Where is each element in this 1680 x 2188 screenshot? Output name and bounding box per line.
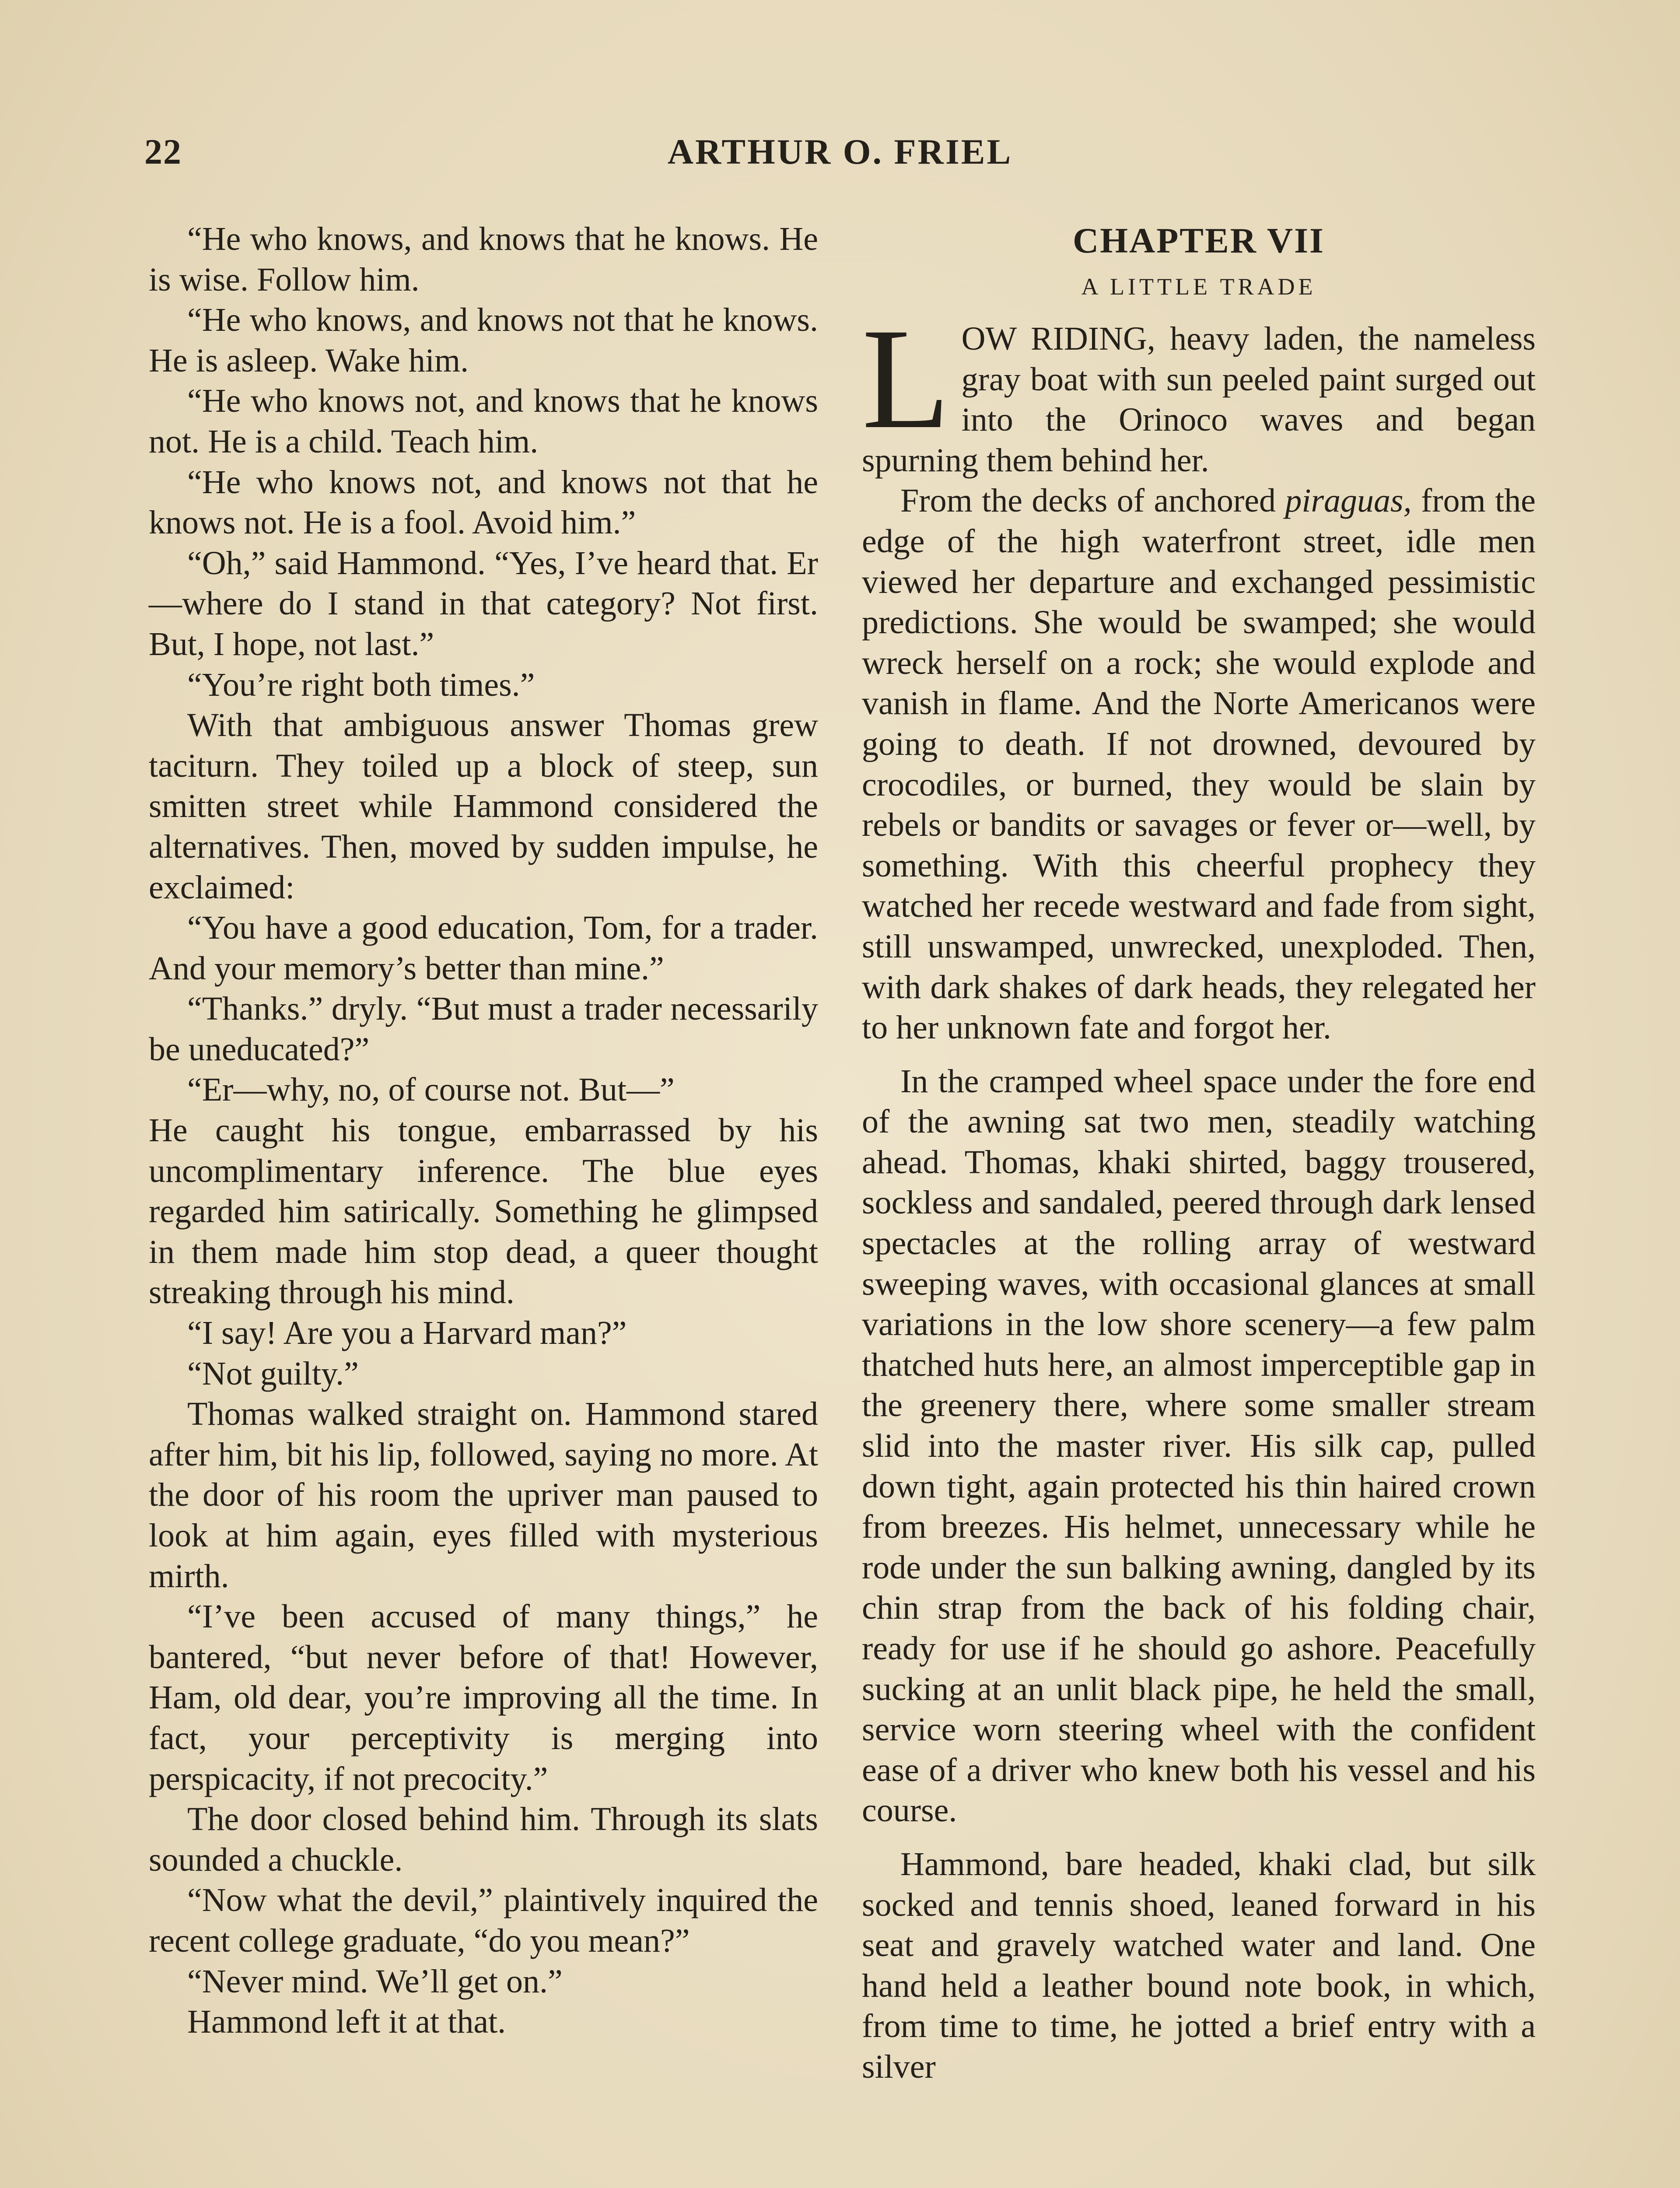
paragraph: “Not guilty.” (187, 1355, 359, 1392)
chapter-subtitle: A LITTLE TRADE (1081, 274, 1316, 300)
paragraph: “You have a good education, Tom, for a trader. And your memory’s better than mine.” (149, 909, 818, 987)
paragraph: “He who knows, and knows not that he knows. He is asleep. Wake him. (149, 302, 818, 379)
paragraph: The door closed behind him. Through its slats sounded a chuckle. (149, 1801, 818, 1878)
paragraph-text: from the edge of the high waterfront street, idle men viewed her departure and exchanged pessimistic predictions. She would be swamped; she would wreck herself on a rock; she would explode and vanish in flame. And the Norte Americanos were going to death. If not drowned, devoured by crocodiles, or burned, they would be slain by rebels or bandits or savages or fever or—well, by something. With this cheerful prophecy they watched her recede westward and fade from sight, still unswamped, unwrecked, unexploded. Then, with dark shakes of dark heads, they relegated her to her unknown fate and forgot her. (862, 482, 1536, 1046)
paragraph: “Now what the devil,” plaintively inquired the recent college graduate, “do you mean?” (149, 1882, 818, 1959)
running-head: ARTHUR O. FRIEL (667, 132, 1013, 172)
section-spacer (862, 1048, 1536, 1061)
paragraph: “Thanks.” dryly. “But must a trader necessarily be uneducated?” (149, 990, 818, 1068)
section-spacer (862, 1831, 1536, 1844)
paragraph: “I say! Are you a Harvard man?” (187, 1315, 627, 1352)
paragraph: Hammond left it at that. (187, 2003, 506, 2041)
paragraph: “Oh,” said Hammond. “Yes, I’ve heard that. Er—where do I stand in that category? Not first. But, I hope, not last.” (149, 544, 818, 663)
paragraph: “He who knows, and knows that he knows. He is wise. Follow him. (149, 221, 818, 298)
paragraph: “You’re right both times.” (187, 666, 535, 703)
paragraph: “Er—why, no, of course not. But—” (187, 1071, 675, 1108)
paragraph: In the cramped wheel space under the fore end of the awning sat two men, steadily watching ahead. Thomas, khaki shirted, baggy trousered, sockless and sandaled, peered through dark lensed spectacles at the rolling array of westward sweeping waves, with occasional glances at small variations in the low shore scenery—a few palm thatched huts here, an almost imperceptible gap in the greenery there, where some smaller stream slid into the master river. His silk cap, pulled down tight, again protected his thin haired crown from breezes. His helmet, unnecessary while he rode under the sun balking awning, dangled by its chin strap from the back of his folding chair, ready for use if he should go ashore. Peacefully sucking at an unlit black pipe, he held the small, service worn steering wheel with the confident ease of a driver who knew both his vessel and his course. (862, 1062, 1536, 1829)
chapter-title: CHAPTER VII (1073, 221, 1325, 260)
opening-text: OW RIDING, heavy laden, the nameless gray boat with sun peeled paint surged out into the Orinoco waves and began spurning them behind her. (862, 320, 1536, 479)
paragraph (862, 480, 1536, 1048)
opening-paragraph (862, 299, 1536, 480)
paragraph: He caught his tongue, embarrassed by his uncomplimentary inference. The blue eyes regarded him satirically. Something he glimpsed in them made him stop dead, a queer thought streaking through his mind. (149, 1112, 818, 1311)
paragraph: “I’ve been accused of many things,” he bantered, “but never before of that! However, Ham, old dear, you’re improving all the time. In fact, your perceptivity is merging into perspicacity, if not precocity.” (149, 1598, 818, 1797)
drop-cap: L (862, 299, 950, 459)
paragraph: Thomas walked straight on. Hammond stared after him, bit his lip, followed, saying no more. At the door of his room the upriver man paused to look at him again, eyes filled with mysterious mirth. (149, 1396, 818, 1595)
paragraph: “Never mind. We’ll get on.” (187, 1963, 563, 2000)
page-number: 22 (144, 132, 182, 172)
paragraph: “He who knows not, and knows that he knows not. He is a child. Teach him. (149, 382, 818, 460)
left-column (149, 219, 818, 2042)
paragraph: With that ambiguous answer Thomas grew taciturn. They toiled up a block of steep, sun smitten street while Hammond considered the alternatives. Then, moved by sudden impulse, he exclaimed: (149, 707, 818, 906)
page-header (144, 131, 1536, 184)
paragraph-text: From the decks of anchored (900, 482, 1285, 519)
italic-word: piraguas, (1285, 482, 1412, 519)
paragraph: “He who knows not, and knows not that he knows not. He is a fool. Avoid him.” (149, 463, 818, 541)
right-column (862, 219, 1536, 2087)
paragraph: Hammond, bare headed, khaki clad, but silk socked and tennis shoed, leaned forward in his seat and gravely watched water and land. One hand held a leather bound note book, in which, from time to time, he jotted a brief entry with a silver (862, 1845, 1536, 2085)
